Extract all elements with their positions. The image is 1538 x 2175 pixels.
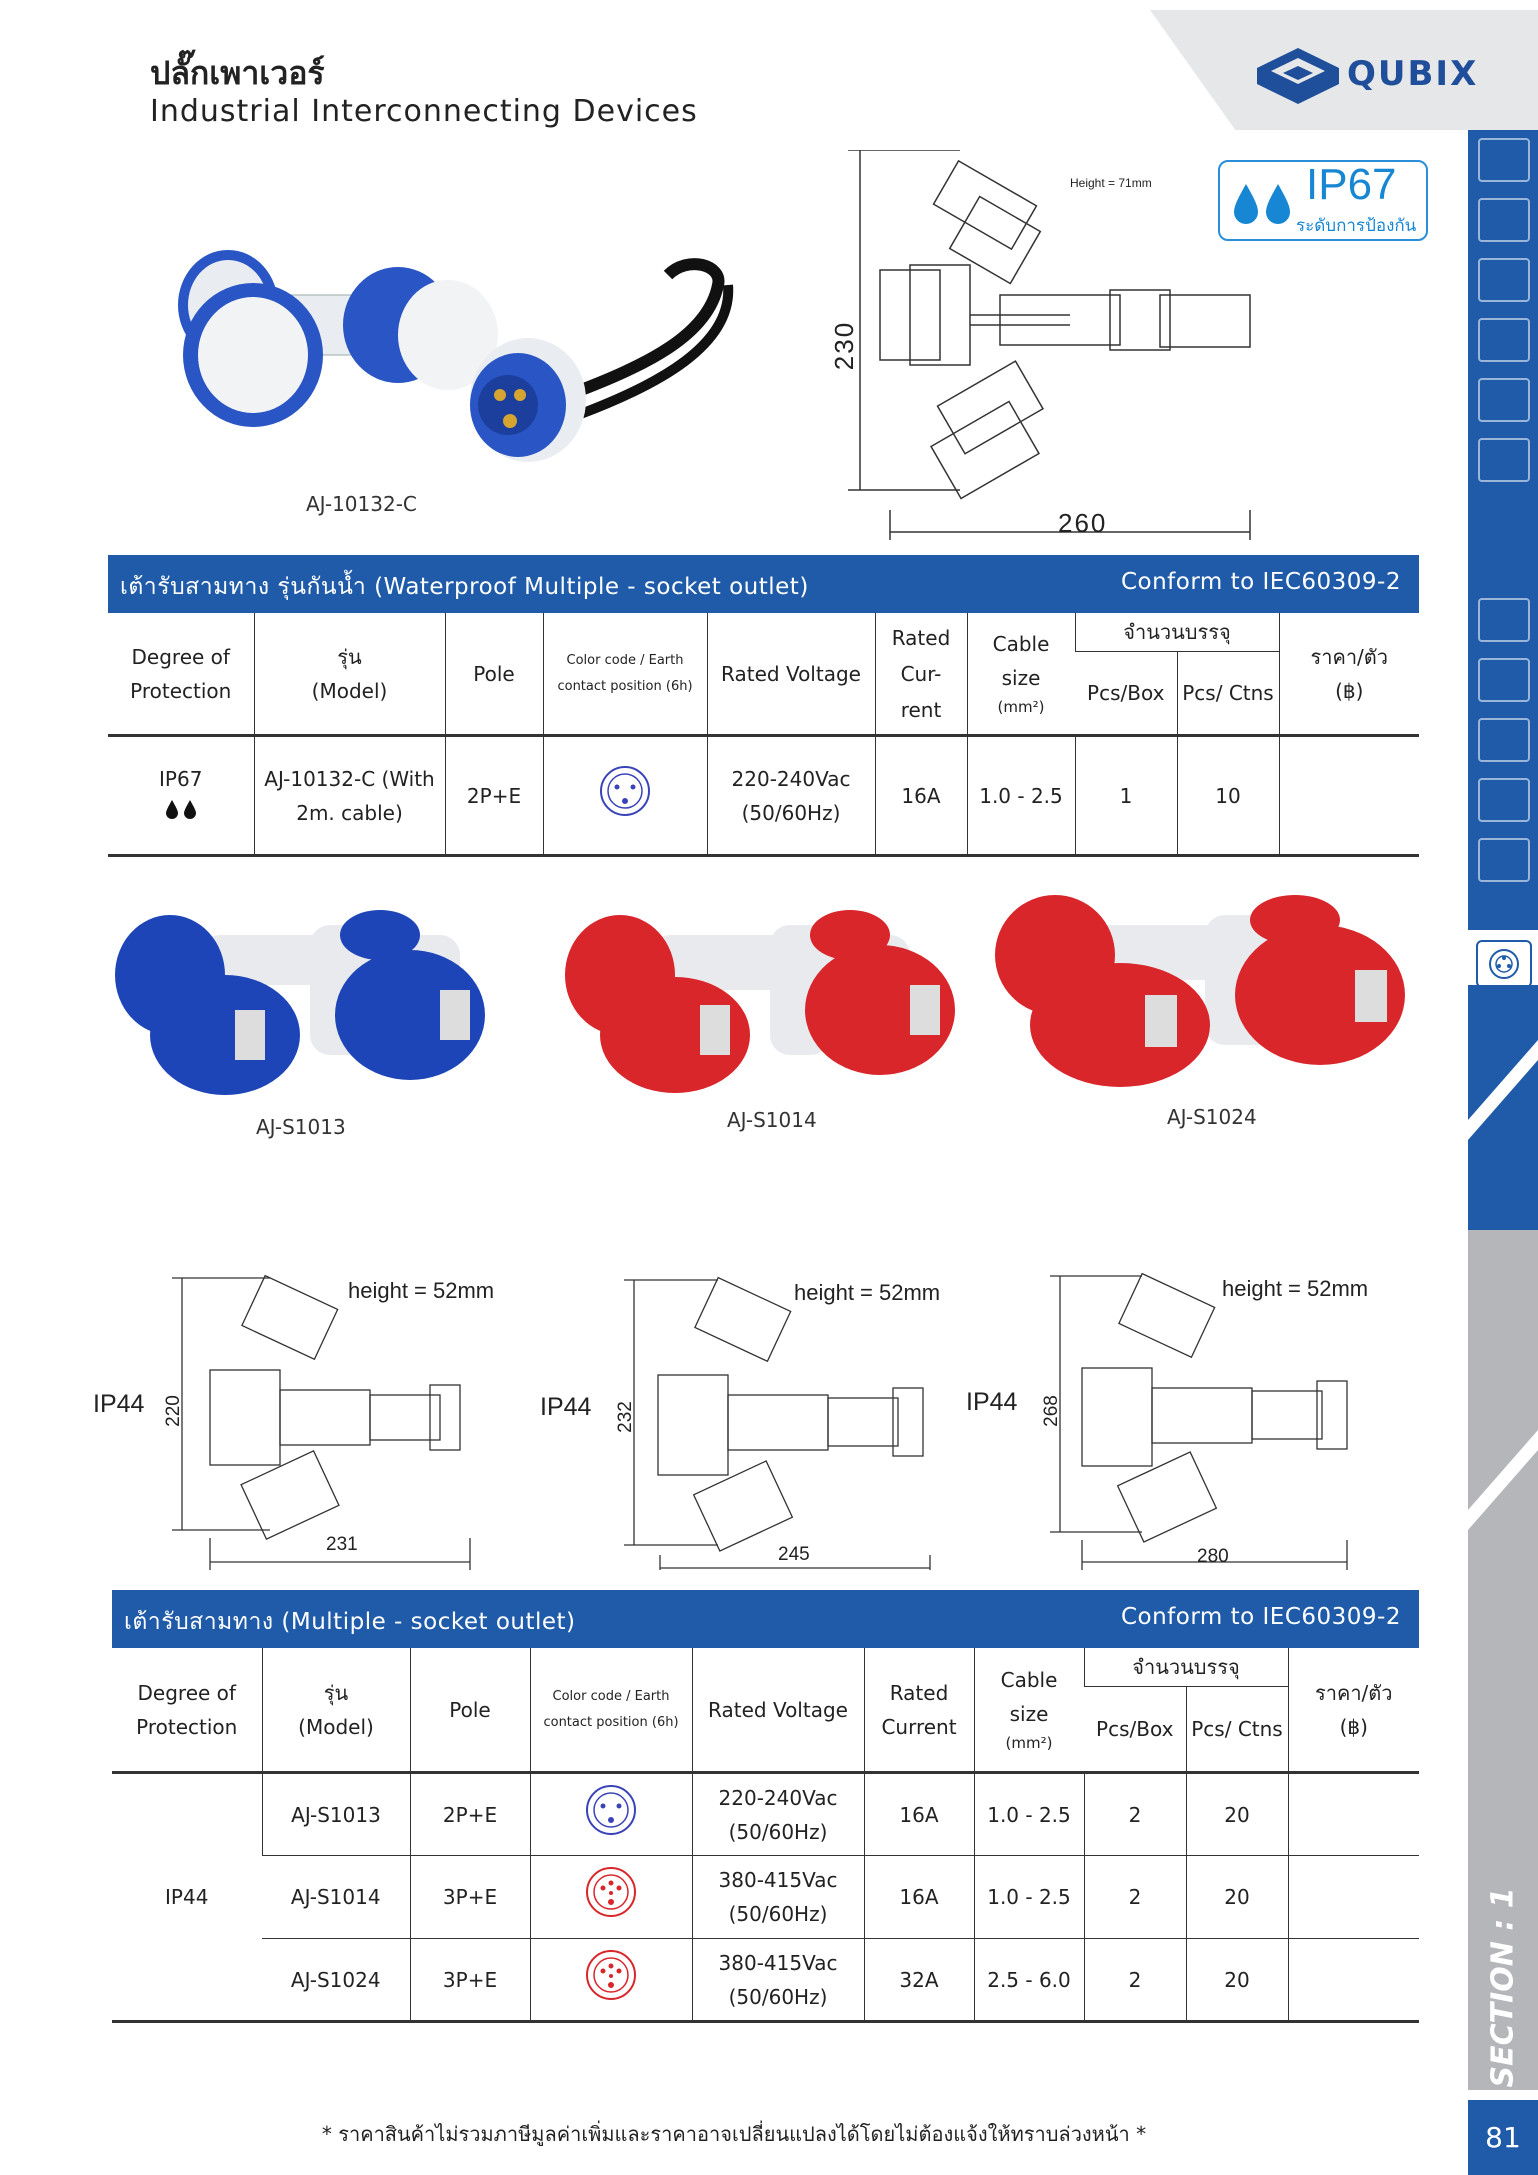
drawing1-ip: IP44 [93, 1390, 145, 1418]
technical-drawing-aj-s1024 [962, 1270, 1382, 1570]
t2-r1-voltage: 380-415Vac (50/60Hz) [692, 1856, 864, 1939]
table-row [112, 1939, 1419, 2022]
t2-h-cable-unit: (mm²) [1005, 1733, 1053, 1752]
caption-aj-s1014: AJ-S1014 [727, 1108, 817, 1132]
t2-r0-voltage: 220-240Vac (50/60Hz) [692, 1773, 864, 1856]
t2-r2-price [1288, 1939, 1419, 2022]
t1-h-model-en: (Model) [311, 678, 388, 703]
logo-mark-icon [1255, 46, 1341, 106]
logo-text: QUBIX [1347, 54, 1479, 94]
table2-title: เต้ารับสามทาง (Multiple - socket outlet) [124, 1609, 576, 1635]
t1-h-packing: จำนวนบรรจุ [1075, 613, 1279, 652]
t1-r0-pole: 2P+E [445, 736, 543, 856]
t2-r0-pcs-box: 2 [1084, 1773, 1186, 1856]
t2-h-cable: Cable size [1000, 1667, 1058, 1726]
page-title-english: Industrial Interconnecting Devices [150, 94, 698, 129]
t2-h-current: Rated Current [864, 1648, 974, 1773]
t2-r2-pole: 3P+E [410, 1939, 530, 2022]
table1 [108, 613, 1419, 857]
t1-h-color: Color code / Earth contact position (6h) [543, 613, 707, 736]
distribution-board-icon[interactable] [1478, 198, 1530, 242]
product-photo-aj-s1013 [110, 905, 510, 1095]
drawing1-dim-height: 220 [162, 1395, 184, 1427]
socket-pin-diagram-icon [583, 1782, 639, 1838]
t1-h-degree: Degree of Protection [130, 644, 232, 703]
technical-drawing-aj-10132-c [829, 150, 1270, 545]
drawing-height-note: Height = 71mm [1070, 176, 1152, 190]
t1-h-price-unit: (฿) [1335, 678, 1364, 703]
t2-r0-pole: 2P+E [410, 1773, 530, 1856]
product-photo-aj-s1014 [560, 905, 970, 1095]
drawing-dim-width: 260 [1058, 508, 1108, 538]
active-category-socket-icon[interactable] [1476, 940, 1532, 988]
caption-aj-10132-c: AJ-10132-C [306, 492, 417, 516]
t2-r2-current: 32A [864, 1939, 974, 2022]
brand-logo [1255, 46, 1485, 106]
t1-r0-cable: 1.0 - 2.5 [967, 736, 1075, 856]
t2-h-color: Color code / Earth contact position (6h) [530, 1648, 692, 1773]
table1-standard: Conform to IEC60309-2 [1120, 569, 1401, 595]
t2-h-pcs-box: Pcs/Box [1084, 1687, 1186, 1773]
t2-r0-current: 16A [864, 1773, 974, 1856]
t1-r0-pcs-ctns: 10 [1177, 736, 1279, 856]
drawing1-height-note: height = 52mm [348, 1278, 495, 1303]
table1-title-bar [108, 555, 1419, 613]
terminal-category-icon[interactable] [1478, 378, 1530, 422]
drawing3-dim-height: 268 [1040, 1395, 1062, 1427]
t2-h-pcs-ctns: Pcs/ Ctns [1186, 1687, 1288, 1773]
t1-h-current: Rated Cur- rent [875, 613, 967, 736]
t1-h-price: ราคา/ตัว [1310, 644, 1389, 669]
t2-r1-model: AJ-S1014 [262, 1856, 410, 1939]
t2-r1-current: 16A [864, 1856, 974, 1939]
t1-h-cable-unit: (mm²) [997, 697, 1045, 716]
socket-pin-diagram-icon [583, 1947, 639, 2003]
drawing3-ip: IP44 [966, 1388, 1018, 1416]
t2-h-degree: Degree of Protection [112, 1648, 262, 1773]
drawing2-dim-height: 232 [614, 1401, 636, 1433]
switch-category-icon[interactable] [1478, 318, 1530, 362]
t1-h-cable: Cable size [992, 631, 1050, 690]
socket-category-icon[interactable] [1478, 658, 1530, 702]
price-disclaimer: * ราคาสินค้าไม่รวมภาษีมูลค่าเพิ่มและราคาอาจเปลี่ยนแปลงได้โดยไม่ต้องแจ้งให้ทราบล่วงหน้า * [321, 2122, 1147, 2146]
t1-r0-pcs-box: 1 [1075, 736, 1177, 856]
t1-h-model-th: รุ่น [337, 644, 362, 669]
socket-pin-diagram-icon [583, 1864, 639, 1920]
t2-h-model-th: รุ่น [323, 1680, 349, 1705]
drawing2-height-note: height = 52mm [794, 1280, 941, 1305]
table2-standard: Conform to IEC60309-2 [1120, 1604, 1401, 1630]
t1-h-pole: Pole [445, 613, 543, 736]
caption-aj-s1024: AJ-S1024 [1167, 1105, 1257, 1129]
water-drops-icon [163, 798, 199, 820]
t2-r2-model: AJ-S1024 [262, 1939, 410, 2022]
section-label: SECTION : 1 [1485, 1887, 1521, 2088]
table2-title-bar [112, 1590, 1419, 1648]
t1-h-pcs-box: Pcs/Box [1075, 652, 1177, 736]
relay-category-icon[interactable] [1478, 438, 1530, 482]
drawing3-dim-width: 280 [1197, 1546, 1229, 1567]
plug-category-icon[interactable] [1478, 598, 1530, 642]
t1-r0-voltage: 220-240Vac (50/60Hz) [707, 736, 875, 856]
breaker-category-icon[interactable] [1478, 138, 1530, 182]
caption-aj-s1013: AJ-S1013 [256, 1115, 346, 1139]
connector-category-icon[interactable] [1478, 718, 1530, 762]
drawing2-ip: IP44 [540, 1393, 592, 1421]
t1-r0-model: AJ-10132-C (With 2m. cable) [254, 736, 445, 856]
t2-h-voltage: Rated Voltage [692, 1648, 864, 1773]
technical-drawing-aj-s1013 [90, 1270, 510, 1570]
page-number: 81 [1468, 2100, 1538, 2175]
t2-h-price: ราคา/ตัว [1314, 1680, 1393, 1705]
technical-drawing-aj-s1014 [538, 1270, 958, 1570]
t1-h-voltage: Rated Voltage [707, 613, 875, 736]
ip67-subtitle: ระดับการป้องกัน [1296, 216, 1417, 236]
splitter-category-icon[interactable] [1478, 778, 1530, 822]
page-title-thai: ปลั๊กเพาเวอร์ [150, 54, 325, 92]
t2-r2-pcs-ctns: 20 [1186, 1939, 1288, 2022]
category-sidebar [1468, 130, 1538, 930]
t2-r1-pole: 3P+E [410, 1856, 530, 1939]
t2-r2-cable: 2.5 - 6.0 [974, 1939, 1084, 2022]
t2-h-pole: Pole [410, 1648, 530, 1773]
table-row [112, 1856, 1419, 1939]
meter-category-icon[interactable] [1478, 258, 1530, 302]
product-photo-aj-s1024 [995, 895, 1415, 1090]
t2-r1-price [1288, 1856, 1419, 1939]
ip67-label: IP67 [1306, 160, 1397, 209]
t2-r0-price [1288, 1773, 1419, 1856]
box-category-icon[interactable] [1478, 838, 1530, 882]
sidebar-band-blue [1468, 985, 1538, 1230]
t1-r0-degree: IP67 [159, 766, 203, 791]
t2-r2-voltage: 380-415Vac (50/60Hz) [692, 1939, 864, 2022]
t2-r1-pcs-ctns: 20 [1186, 1856, 1288, 1939]
t2-r1-cable: 1.0 - 2.5 [974, 1856, 1084, 1939]
socket-pin-diagram-icon [597, 763, 653, 819]
product-photo-aj-10132-c [148, 245, 738, 485]
t2-h-model-en: (Model) [298, 1714, 374, 1739]
t2-h-packing: จำนวนบรรจุ [1084, 1648, 1288, 1687]
table-row [108, 736, 1419, 856]
table-row [112, 1773, 1419, 1856]
t2-h-price-unit: (฿) [1339, 1714, 1368, 1739]
t2-r2-pcs-box: 2 [1084, 1939, 1186, 2022]
t1-r0-price [1279, 736, 1419, 856]
drawing3-height-note: height = 52mm [1222, 1276, 1369, 1301]
t2-r1-pcs-box: 2 [1084, 1856, 1186, 1939]
t2-r0-model: AJ-S1013 [262, 1773, 410, 1856]
drawing-dim-height: 230 [829, 320, 860, 371]
t2-r0-pcs-ctns: 20 [1186, 1773, 1288, 1856]
table2 [112, 1648, 1419, 2023]
table1-title: เต้ารับสามทาง รุ่นกันน้ำ (Waterproof Multiple - socket outlet) [120, 574, 809, 600]
t1-r0-current: 16A [875, 736, 967, 856]
t1-h-pcs-ctns: Pcs/ Ctns [1177, 652, 1279, 736]
drawing2-dim-width: 245 [778, 1544, 810, 1565]
drawing1-dim-width: 231 [326, 1534, 358, 1555]
t2-degree: IP44 [112, 1773, 262, 2022]
t2-r0-cable: 1.0 - 2.5 [974, 1773, 1084, 1856]
